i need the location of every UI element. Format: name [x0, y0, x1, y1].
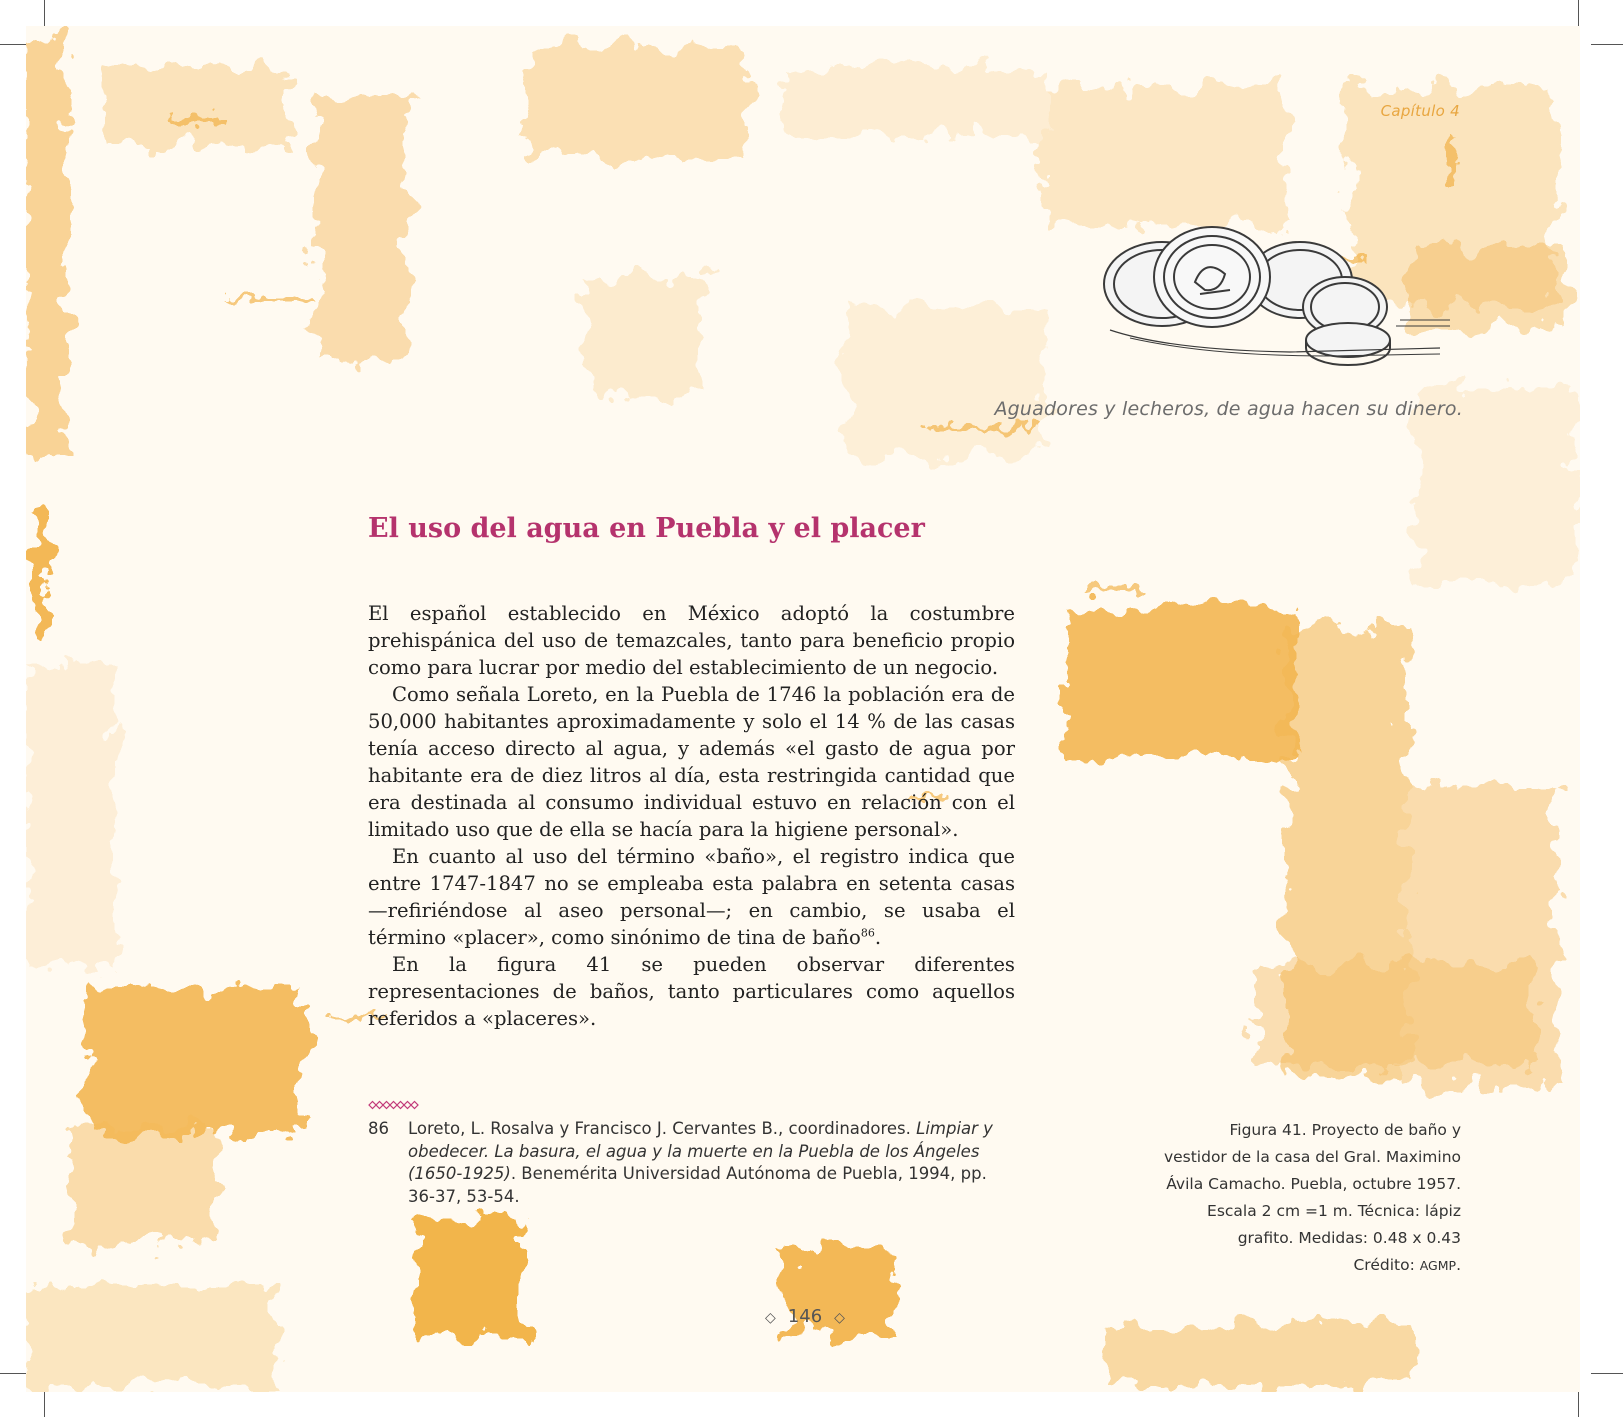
- diamond-icon: ◇: [765, 1310, 776, 1326]
- page-number-value: 146: [787, 1306, 823, 1327]
- illustration-caption: Aguadores y lecheros, de agua hacen su dinero.: [994, 398, 1463, 420]
- paragraph: [368, 843, 1015, 951]
- caption-line: Escala 2 cm =1 m. Técnica: lápiz: [1207, 1202, 1461, 1220]
- crop-mark: [1591, 44, 1623, 45]
- diamond-icon: ◇: [834, 1310, 845, 1326]
- chapter-label: Capítulo 4: [1380, 102, 1460, 120]
- paragraph-end: .: [874, 926, 882, 949]
- footnote-text: [408, 1118, 1008, 1208]
- footnote-authors: Loreto, L. Rosalva y Francisco J. Cervantes B., coordinadores.: [408, 1119, 917, 1138]
- footnote-reference[interactable]: 86: [860, 926, 875, 940]
- caption-line: Figura 41. Proyecto de baño y: [1229, 1121, 1461, 1139]
- paragraph-text: En cuanto al uso del término «baño», el registro indica que entre 1747-1847 no se empleaba esta palabra en setenta casas —refiriéndose al aseo personal—; en cambio, se usaba el término «placer», como sinónimo de tina de baño: [368, 845, 1015, 949]
- caption-line: Ávila Camacho. Puebla, octubre 1957.: [1166, 1175, 1461, 1193]
- caption-line: grafito. Medidas: 0.48 x 0.43: [1237, 1229, 1461, 1247]
- footnote: [368, 1118, 1008, 1208]
- figure-caption: [1130, 1117, 1461, 1279]
- paragraph: El español establecido en México adoptó la costumbre prehispánica del uso de temazcales, tanto para beneficio propio como para lucrar por medio del establecimiento de un negocio.: [368, 602, 1015, 679]
- section-title: El uso del agua en Puebla y el placer: [368, 513, 925, 544]
- footnote-divider: [368, 1099, 428, 1111]
- credit-end: .: [1456, 1256, 1461, 1274]
- footnote-publication: . Benemérita Universidad Autónoma de Puebla, 1994, pp. 36-37, 53-54.: [408, 1164, 987, 1206]
- body-text: [368, 600, 1015, 1032]
- caption-credit: [1130, 1252, 1461, 1279]
- footnote-number: 86: [368, 1119, 389, 1138]
- paragraph: Como señala Loreto, en la Puebla de 1746 la población era de 50,000 habitantes aproximadamente y solo el 14 % de las casas tenía acceso directo al agua, y además «el gasto de agua por habitante era de diez litros al día, esta restringida cantidad que era destinada al consumo individual estuvo en relación con el limitado uso que de ella se hacía para la higiene personal».: [368, 683, 1015, 841]
- paragraph: En la figura 41 se pueden observar diferentes representaciones de baños, tanto particulares como aquellos referidos a «placeres».: [368, 953, 1015, 1030]
- page-number: [750, 1306, 860, 1327]
- credit-label: Crédito:: [1353, 1256, 1420, 1274]
- credit-abbreviation: AGMP: [1419, 1258, 1457, 1273]
- crop-mark: [1591, 1373, 1623, 1374]
- caption-line: vestidor de la casa del Gral. Maximino: [1163, 1148, 1461, 1166]
- coins-illustration: [1100, 222, 1460, 372]
- footnote-book-title: Limpiar y obedecer. La basura, el agua y la muerte en la Puebla de los Ángeles (1650-1925): [408, 1119, 993, 1183]
